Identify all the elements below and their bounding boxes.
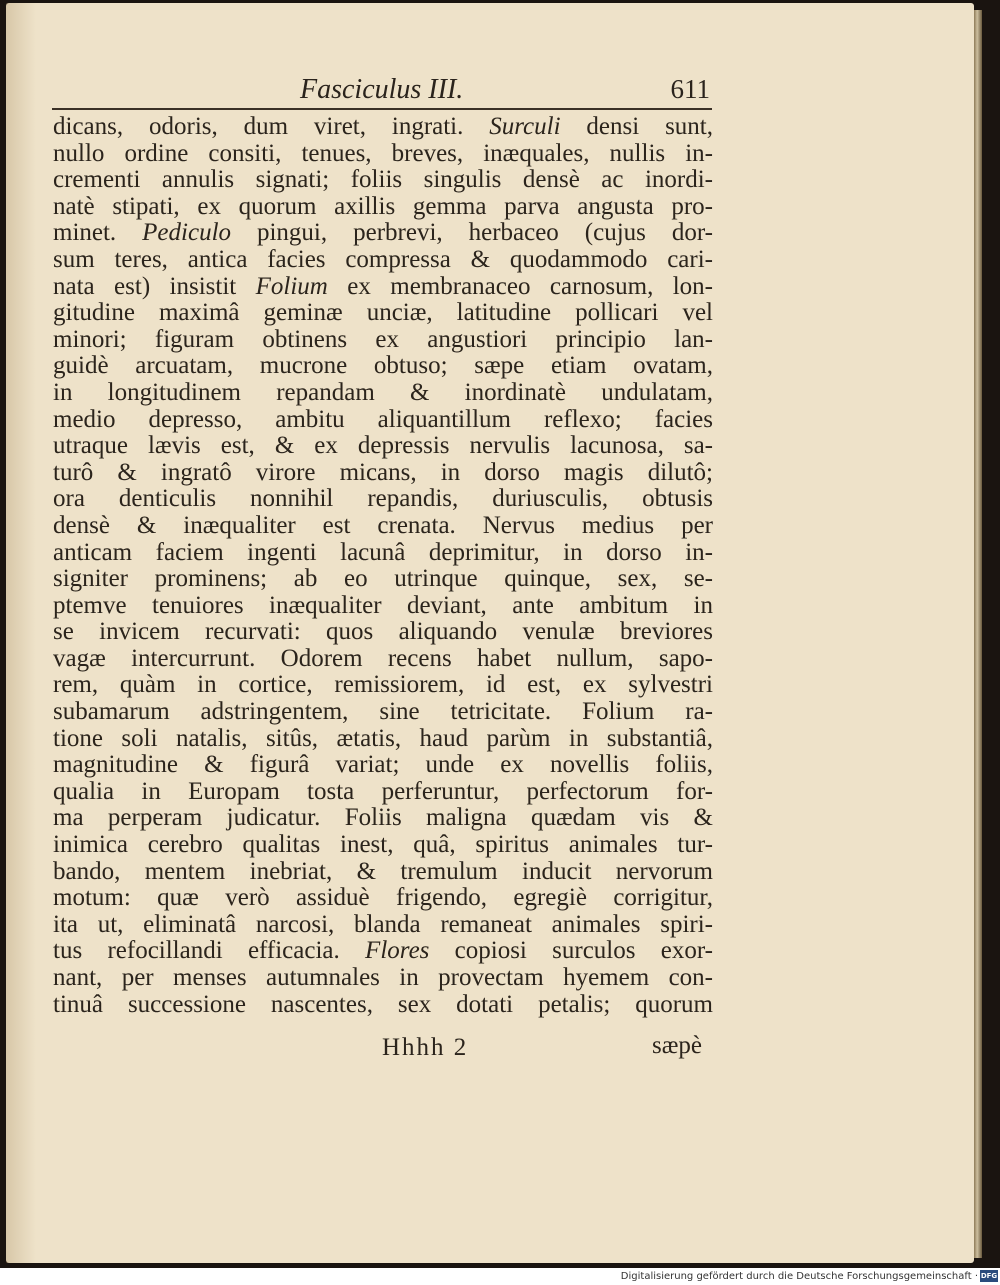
text-line: [53, 353, 713, 380]
text-line: [53, 992, 713, 1019]
text-line: [53, 513, 713, 540]
text-line-part: subamarum adstringentem, sine tetricitate. Folium ra-: [53, 699, 713, 726]
signature-mark: Hhhh 2: [382, 1034, 469, 1061]
digitization-credit: Digitalisierung gefördert durch die Deutsche Forschungsgemeinschaft ·: [620, 1271, 978, 1282]
text-line-part: ex membranaceo carnosum, lon-: [327, 273, 713, 300]
text-line: [53, 619, 713, 646]
text-line-part: turô & ingratô virore micans, in dorso magis dilutô;: [53, 459, 713, 486]
italic-term: Pediculo: [142, 220, 232, 247]
text-line-part: densè & inæqualiter est crenata. Nervus medius per: [53, 512, 713, 539]
text-line-part: nullo ordine consiti, tenues, breves, inæquales, nullis in-: [53, 140, 713, 167]
text-line: [53, 726, 713, 753]
text-line: [53, 672, 713, 699]
text-line-part: nata est) insistit: [53, 273, 256, 300]
text-line: [53, 380, 713, 407]
text-line-part: minet.: [53, 220, 143, 247]
text-line-part: tus refocillandi efficacia.: [53, 938, 366, 965]
text-line-part: minori; figuram obtinens ex angustiori principio lan-: [53, 326, 713, 353]
text-line: [53, 274, 713, 301]
text-line-part: sum teres, antica facies compressa & quodammodo cari-: [53, 246, 713, 273]
text-line-part: utraque lævis est, & ex depressis nervulis lacunosa, sa-: [53, 433, 713, 460]
text-line: [53, 912, 713, 939]
text-line-part: vagæ intercurrunt. Odorem recens habet nullum, sapo-: [53, 645, 713, 672]
page-gutter-shadow: [6, 3, 36, 1263]
text-line-part: ma perperam judicatur. Foliis maligna quædam vis &: [53, 805, 713, 832]
text-line-part: motum: quæ verò assiduè frigendo, egregiè corrigitur,: [53, 885, 713, 912]
text-line-part: crementi annulis signati; foliis singulis densè ac inordi-: [53, 167, 713, 194]
text-line: [53, 300, 713, 327]
text-line-part: bando, mentem inebriat, & tremulum inducit nervorum: [53, 858, 713, 885]
italic-term: Surculi: [489, 114, 561, 140]
text-line: [53, 752, 713, 779]
text-line-part: ptemve tenuiores inæqualiter deviant, ante ambitum in: [53, 592, 713, 619]
page-edge: [974, 10, 982, 1258]
text-line-part: pingui, perbrevi, herbaceo (cujus dor-: [231, 220, 713, 247]
text-line: [53, 220, 713, 247]
text-line-part: densi sunt,: [560, 114, 713, 140]
body-text: [53, 114, 713, 1018]
text-line-part: copiosi surculos exor-: [429, 938, 713, 965]
text-line: [53, 407, 713, 434]
italic-term: Folium: [255, 273, 328, 300]
text-line: [53, 593, 713, 620]
catchword: sæpè: [652, 1032, 702, 1059]
text-line-part: anticam faciem ingenti lacunâ deprimitur, in dorso in-: [53, 539, 713, 566]
text-line-part: tione soli natalis, sitûs, ætatis, haud parùm in substantiâ,: [53, 725, 713, 752]
text-line-part: signiter prominens; ab eo utrinque quinque, sex, se-: [53, 566, 713, 593]
text-line-part: natè stipati, ex quorum axillis gemma parva angusta pro-: [53, 193, 713, 220]
text-line-part: medio depresso, ambitu aliquantillum reflexo; facies: [53, 406, 713, 433]
text-line: [53, 194, 713, 221]
running-title: Fasciculus III.: [300, 74, 464, 105]
text-line: [53, 699, 713, 726]
text-line: [53, 141, 713, 168]
text-line: [53, 859, 713, 886]
text-line-part: nant, per menses autumnales in provectam hyemem con-: [53, 965, 713, 991]
text-line: [53, 646, 713, 673]
text-line-part: se invicem recurvati: quos aliquando venulæ breviores: [53, 619, 713, 646]
text-line: [53, 460, 713, 487]
text-line-part: guidè arcuatam, mucrone obtuso; sæpe etiam ovatam,: [53, 353, 713, 380]
text-line: [53, 779, 713, 806]
text-line: [53, 486, 713, 513]
text-line-part: ora denticulis nonnihil repandis, duriusculis, obtusis: [53, 486, 713, 513]
text-line: [53, 566, 713, 593]
italic-term: Flores: [365, 938, 430, 965]
text-line: [53, 832, 713, 859]
text-line: [53, 247, 713, 274]
text-line-part: gitudine maximâ geminæ unciæ, latitudine pollicari vel: [53, 300, 713, 327]
text-line: [53, 965, 713, 992]
text-line: [53, 327, 713, 354]
text-line: [53, 540, 713, 567]
text-line: [53, 938, 713, 965]
text-line-part: dicans, odoris, dum viret, ingrati.: [53, 114, 490, 140]
text-line-part: in longitudinem repandam & inordinatè undulatam,: [53, 379, 713, 406]
text-line-part: inimica cerebro qualitas inest, quâ, spiritus animales tur-: [53, 832, 713, 859]
header-rule: [52, 108, 712, 110]
text-line-part: tinuâ successione nascentes, sex dotati petalis; quorum: [53, 991, 713, 1018]
text-line: [53, 114, 713, 141]
dfg-logo: DFG: [980, 1272, 998, 1280]
text-line-part: magnitudine & figurâ variat; unde ex novellis foliis,: [53, 752, 713, 779]
text-line: [53, 433, 713, 460]
text-line-part: rem, quàm in cortice, remissiorem, id est, ex sylvestri: [53, 672, 713, 699]
page-header: [300, 74, 720, 108]
page-number: 611: [670, 74, 710, 104]
text-line: [53, 167, 713, 194]
text-line: [53, 885, 713, 912]
text-line: [53, 805, 713, 832]
text-line-part: ita ut, eliminatâ narcosi, blanda remaneat animales spiri-: [53, 911, 713, 938]
text-line-part: qualia in Europam tosta perferuntur, perfectorum for-: [53, 778, 713, 805]
